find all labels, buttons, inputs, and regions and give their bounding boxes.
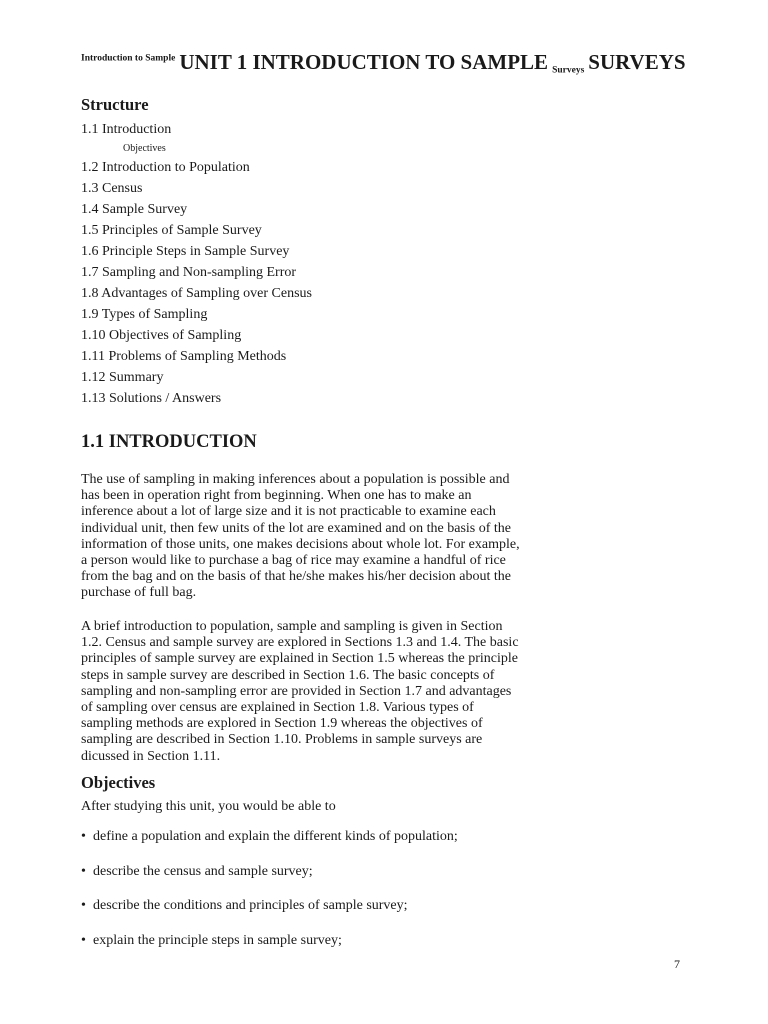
running-sub: Surveys (552, 65, 585, 76)
objective-text: define a population and explain the different kinds of population; (93, 829, 458, 844)
introduction-paragraph-1: The use of sampling in making inferences about a population is possible and has been in operation right from beginning. When one has to make an inference about a lot of large size and it is not practicable to examine each individual unit, then few units of the lot are examined and on the basis of the information of those units, one makes decisions about whole lot. For example, a person would like to purchase a bag of rice may examine a handful of rice from the bag and on the basis of that he/she makes his/her decision about the purchase of full bag. (81, 472, 520, 601)
bullet-icon: • (81, 933, 86, 949)
objective-text: explain the principle steps in sample survey; (93, 933, 342, 949)
structure-item: 1.2 Introduction to Population (81, 160, 250, 175)
structure-item: 1.5 Principles of Sample Survey (81, 223, 262, 238)
objective-item (81, 829, 458, 864)
objectives-intro: After studying this unit, you would be able to (81, 799, 336, 814)
structure-heading: Structure (81, 95, 149, 114)
objective-item (81, 898, 458, 933)
unit-title-main: UNIT 1 INTRODUCTION TO SAMPLE (179, 50, 549, 74)
section-heading-introduction: 1.1 INTRODUCTION (81, 432, 257, 452)
objective-text: describe the conditions and principles of sample survey; (93, 898, 408, 914)
unit-title-end: SURVEYS (588, 50, 686, 74)
structure-item: 1.13 Solutions / Answers (81, 391, 222, 406)
objectives-heading: Objectives (81, 773, 156, 792)
page-number: 7 (674, 957, 680, 971)
structure-item: 1.11 Problems of Sampling Methods (81, 349, 287, 364)
structure-item: 1.10 Objectives of Sampling (81, 328, 242, 343)
running-head: Introduction to Sample (81, 53, 176, 64)
structure-item: 1.9 Types of Sampling (81, 307, 208, 322)
structure-subitem: Objectives (123, 143, 166, 154)
structure-item: 1.1 Introduction (81, 122, 172, 137)
unit-title (81, 50, 686, 75)
structure-list (81, 119, 312, 409)
bullet-icon: • (81, 829, 86, 844)
objective-item (81, 933, 458, 968)
objective-text: describe the census and sample survey; (93, 863, 313, 879)
objectives-list (81, 829, 458, 968)
structure-item: 1.6 Principle Steps in Sample Survey (81, 244, 290, 259)
objective-item (81, 864, 458, 899)
structure-item: 1.3 Census (81, 181, 143, 196)
bullet-icon: • (81, 898, 86, 914)
structure-item: 1.8 Advantages of Sampling over Census (81, 286, 312, 301)
structure-item: 1.4 Sample Survey (81, 202, 188, 217)
structure-item: 1.7 Sampling and Non-sampling Error (81, 265, 297, 280)
structure-item: 1.12 Summary (81, 370, 164, 385)
introduction-paragraph-2: A brief introduction to population, sample and sampling is given in Section 1.2. Census and sample survey are explored in Sections 1.3 and 1.4. The basic principles of sample survey are explained in Section 1.5 whereas the principle steps in sample survey are described in Section 1.6. The basic concepts of sampling and non-sampling error are provided in Section 1.7 and advantages of sampling over census are explained in Section 1.8. Various types of sampling methods are explored in Section 1.9 whereas the objectives of sampling are described in Section 1.10. Problems in sample surveys are dicussed in Section 1.11. (81, 619, 519, 764)
bullet-icon: • (81, 863, 86, 879)
